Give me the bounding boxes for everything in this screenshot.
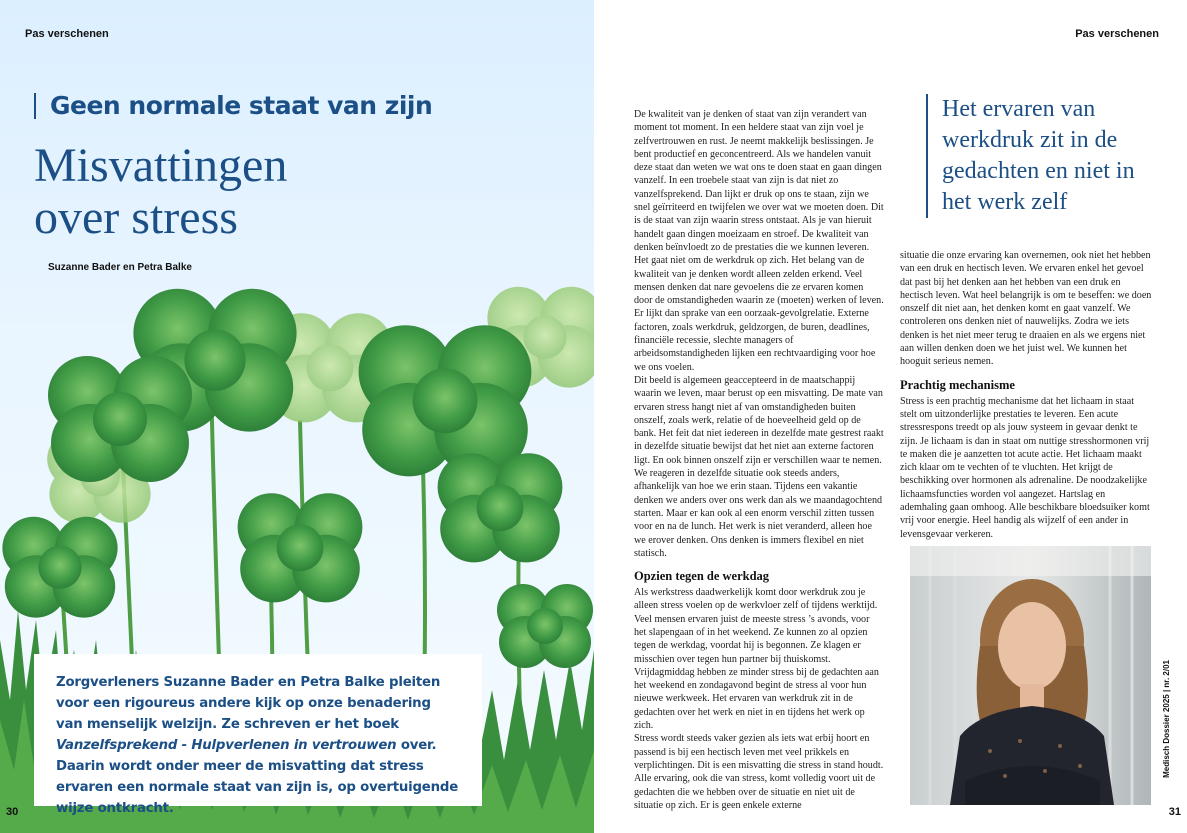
- text-column-2: [900, 249, 1152, 541]
- journal-side-label: Medisch Dossier 2025 | nr. 2/01: [1162, 660, 1171, 778]
- article-title: [34, 140, 454, 244]
- intro-text: [56, 672, 460, 819]
- page-number-right: 31: [1168, 806, 1181, 818]
- title-line-2: over stress: [34, 191, 238, 244]
- title-line-1: Misvattingen: [34, 139, 288, 192]
- pull-quote: Het ervaren van werkdruk zit in de gedachten en niet in het werk zelf: [926, 94, 1156, 218]
- paragraph: Stress wordt steeds vaker gezien als iets wat erbij hoort en passend is bij een hectisch leven met veel prikkels en verplichtingen. Dit is een misvatting die stress in stand houdt. Alle ervaring, ook die van stress, komt volledig voort uit de gedachten die we hebben over de situatie en niet uit de situatie op zich. Er is geen enkele externe: [634, 733, 884, 811]
- intro-part-1: Zorgverleners Suzanne Bader en Petra Balke pleiten voor een rigoureus andere kijk op onze benadering van menselijk welzijn. Ze schreven er het boek: [56, 675, 441, 732]
- portrait-image: [910, 546, 1151, 805]
- paragraph: Als werkstress daadwerkelijk komt door werkdruk zou je alleen stress voelen op de werkvloer zelf of tijdens werktijd. Veel mensen ervaren juist de meeste stress ’s avonds, voor het slapengaan of in het weekend. Ze kunnen zo al opzien tegen de werkdag, voordat hij is begonnen. Ze klagen er misschien over tegen hun partner bij thuiskomst. Vrijdagmiddag hebben ze minder stress bij de gedachten aan het weekend en zondagavond begint de stress al voor hun nieuwe werkweek. Het ervaren van werkdruk zit in de gedachten over het werk en niet in en tijdens het werk op zich.: [634, 587, 879, 732]
- article-authors: Suzanne Bader en Petra Balke: [48, 262, 192, 273]
- paragraph: Het gaat niet om de werkdruk op zich. Het belang van de kwaliteit van je denken wordt alleen zelden erkend. Veel mensen denken dat nare gevoelens die ze ervaren komen door de omstandigheden waarin ze (moeten) werken of leven. Er lijkt dan sprake van een oorzaak-gevolgrelatie. Externe factoren, zoals werkdruk, geldzorgen, de buren, deadlines, financiële recessie, slechte managers of arbeidsomstandigheden lijken een rechtvaardiging voor hoe we ons voelen.: [634, 255, 884, 373]
- page-number-left: 30: [6, 806, 19, 818]
- paragraph: Stress is een prachtig mechanisme dat het lichaam in staat stelt om uitzonderlijke prestaties te leveren. Een acute stressrespons treedt op als jouw systeem in gevaar denkt te zijn. Je lichaam is dan in staat om nuttige stresshormonen vrij te maken die je aanzetten tot acute actie. Het lichaam maakt zich klaar om te vechten of te vluchten. Het krijgt de beschikking over hormonen als adrenaline. De noodzakelijke lichaamsfuncties worden vol aangezet. Hartslag en ademhaling gaan omhoog. Alle beschikbare bloedsuiker komt vrij voor energie. Heel handig als wijzelf of een ander in levensgevaar verkeren.: [900, 395, 1150, 540]
- intro-box: [34, 654, 482, 816]
- section-heading: Prachtig mechanisme: [900, 377, 1015, 392]
- author-photo: [910, 546, 1151, 805]
- book-title: Vanzelfsprekend - Hulpverlenen in vertrouwen: [56, 738, 397, 753]
- right-page: [594, 0, 1187, 833]
- paragraph: Dit beeld is algemeen geaccepteerd in de maatschappij waarin we leven, maar berust op een misvatting. De mate van ervaren stress hangt niet af van omstandigheden buiten onszelf, zoals werk, relatie of de hoeveelheid geld op de bank. Het feit dat niet iedereen in dezelfde mate gestrest raakt in dezelfde situatie bewijst dat het niet aan externe factoren ligt. En ook binnen onszelf zijn er verschillen waar te nemen. We reageren in dezelfde situatie ook steeds anders, afhankelijk van hoe we erin staan. Tijdens een vakantie denken we anders over ons werk dan als we maandagochtend starten. Maar er kan ook al een enorm verschil zitten tussen voor en na de lunch. Het werk is niet veranderd, alleen hoe we erover denken. Ons denken is immers flexibel en niet statisch.: [634, 374, 884, 559]
- running-head-right: Pas verschenen: [1075, 28, 1159, 40]
- section-heading: Opzien tegen de werkdag: [634, 569, 770, 584]
- paragraph: De kwaliteit van je denken of staat van zijn verandert van moment tot moment. In een heldere staat van zijn voel je zelfvertrouwen en rust. Je neemt makkelijk beslissingen. Je bent productief en geconcentreerd. Als we handelen vanuit deze staat dan weten we wat ons te doen staat en gaan dingen vanzelf. In een troebele staat van zijn is dat niet zo vanzelfsprekend. Dan lijkt er druk op ons te staan, zijn we snel geïrriteerd en twijfelen we over wat we moeten doen. Dit is de staat van zijn waarin stress ontstaat. Als je van hieruit handelt gaan dingen moeizaam en stroef. De kwaliteit van denken beïnvloedt zo de prestaties die we kunnen leveren.: [634, 109, 884, 253]
- photo-credit: Suzanne Bader: [1154, 580, 1161, 629]
- intro-part-2: over. Daarin wordt onder meer de misvatting dat stress ervaren een normale staat van zijn is, op overtuigende wijze ontkracht.: [56, 738, 459, 816]
- article-kicker: Geen normale staat van zijn: [34, 93, 432, 119]
- text-column-1: [634, 108, 884, 812]
- paragraph: situatie die onze ervaring kan overnemen, ook niet het hebben van een druk en hectisch leven. We ervaren enkel het gevoel dat past bij het denken aan het hebben van een druk en hectisch leven. Wat heel belangrijk is om te beseffen: we doen onszelf dit niet aan, het denken komt en gaat vanzelf. We controleren ons denken niet of nauwelijks. Zodra we iets denken is het niet meer terug te draaien en als we ergens niet aan willen denken doen we het juist wel. We kunnen het hooguit serieus nemen.: [900, 250, 1152, 368]
- running-head-left: Pas verschenen: [25, 28, 109, 40]
